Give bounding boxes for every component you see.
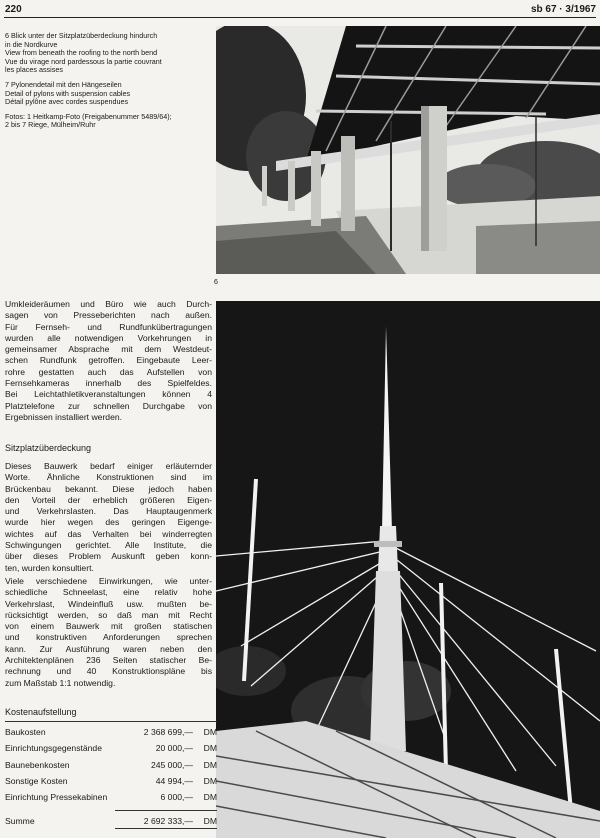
figure-label: 6 [214,279,218,286]
journal-issue: sb 67 · 3/1967 [530,4,596,15]
paragraph-loads [5,576,212,689]
caption-line: Fotos: 1 Heitkamp-Foto (Freigabenummer 5489/64); [5,111,172,121]
text-line: Für Fernseh- und Rundfunkübertragungen [5,321,212,332]
photo-roof-view [216,26,600,274]
cost-label: Baukosten [5,727,46,737]
text-line: rücksichtigt werden, so daß man mit Recht [5,609,212,620]
cost-total-row [5,815,217,827]
cost-table [5,726,215,836]
cost-row [5,775,217,787]
caption-line: in die Nordkurve [5,39,58,49]
caption-line: les places assises [5,65,63,75]
text-line: rechnung und 40 Konstruktionspläne bis [5,666,212,677]
text-line: von einem Bauwerk mit großen statischen [5,621,212,632]
cost-row [5,726,217,738]
page-number: 220 [5,4,22,15]
cost-currency: DM [203,792,217,802]
text-line: sagen von Presseberichten nach außen. [5,310,212,321]
cost-currency: DM [203,816,217,826]
caption-line: Vue du virage nord pardessous la partie couvrant [5,56,162,66]
text-line: rohre gestatten auch das Aufstellen von [5,366,212,377]
text-line: Umkleideräumen und Büro wie auch Durch- [5,299,212,309]
text-line: Architektenplänen 236 Seiten statischer Be- [5,655,212,666]
cost-amount: 44 994,— [155,776,193,786]
text-line: Brückenbau bekannt. Diese jedoch haben [5,483,212,494]
text-line: Bei Leichtathletikveranstaltungen können 4 [5,389,212,400]
text-line: gemeinsamer Absprache mit dem Westdeut- [5,344,212,355]
caption-line: View from beneath the roofing to the north bend [5,48,158,58]
cost-amount: 6 000,— [160,792,193,802]
cost-label: Baunebenkosten [5,760,70,770]
section-heading: Sitzplatzüberdeckung [5,443,92,453]
text-line: kann. Zur Ausführung waren neben den [5,643,212,654]
text-line: und konstruktiven Anforderungen sprechen [5,632,212,643]
cost-table-rule-top [5,721,217,722]
cost-amount: 2 368 699,— [143,727,193,737]
cost-total-amount: 2 692 333,— [143,816,193,826]
text-line: schen Rundfunk getroffen. Eingebaute Leer- [5,355,212,366]
cost-amount: 245 000,— [150,760,193,770]
cost-total-label: Summe [5,816,35,826]
cost-currency: DM [203,727,217,737]
cost-amount: 20 000,— [155,743,193,753]
text-line: ten, wurden konsultiert. [5,562,94,573]
text-line: wurden alle notwendigen Vorkehrungen in [5,332,212,343]
cost-currency: DM [203,776,217,786]
photo-pylon-detail [216,301,600,838]
text-line: wichtes auf das Verhalten bei winderregten [5,528,212,539]
text-line: Worte. Ähnliche Konstruktionen sind im [5,472,212,483]
cost-label: Einrichtung Pressekabinen [5,792,108,802]
caption-line: 2 bis 7 Riege, Mülheim/Ruhr [5,120,96,130]
text-line: wurde hier wegen des geringen Eigenge- [5,517,212,528]
caption-line: 7 Pylonendetail mit den Hängeseilen [5,79,122,89]
text-line: Schwingungen gerichtet. Alle Institute, die [5,540,212,551]
text-line: den Vorteil der erheblich größeren Eigen- [5,494,212,505]
photo-roof-view-image [216,26,600,274]
text-line: zum Maßstab 1:1 notwendig. [5,677,116,688]
cost-label: Sonstige Kosten [5,776,68,786]
text-line: schiedliche Schneelast, eine relativ hohe [5,587,212,598]
paragraph-construction [5,461,212,574]
figure-captions [5,26,210,136]
text-line: Platztelefone zur schnellen Durchgabe von [5,400,212,411]
text-line: Verkehrslast, Windeinfluß usw. mußten be- [5,598,212,609]
cost-label: Einrichtungsgegenstände [5,743,102,753]
paragraph-broadcast [5,299,212,423]
cost-currency: DM [203,760,217,770]
cost-row [5,742,217,754]
caption-line: 6 Blick unter der Sitzplatzüberdeckung hindurch [5,31,158,40]
cost-table-title: Kostenaufstellung [5,707,77,717]
text-line: über dieses Problem Auskunft geben konn- [5,551,212,562]
cost-currency: DM [203,743,217,753]
cost-row [5,791,217,803]
text-line: Fernsehkameras innerhalb des Spielfeldes. [5,378,212,389]
header-rule [4,17,596,18]
text-line: und Verkehrslasten. Das Hauptaugenmerk [5,506,212,517]
sum-rule [115,810,217,811]
caption-line: Détail pylône avec cordes suspendues [5,97,129,107]
sum-double-rule [115,828,217,829]
text-line: Viele verschiedene Einwirkungen, wie unter- [5,576,212,586]
photo-pylon-detail-image [216,301,600,838]
caption-line: Detail of pylons with suspension cables [5,88,131,98]
text-line: Ergebnissen installiert werden. [5,411,123,422]
cost-row [5,759,217,771]
text-line: Dieses Bauwerk bedarf einiger erläuternder [5,461,212,471]
